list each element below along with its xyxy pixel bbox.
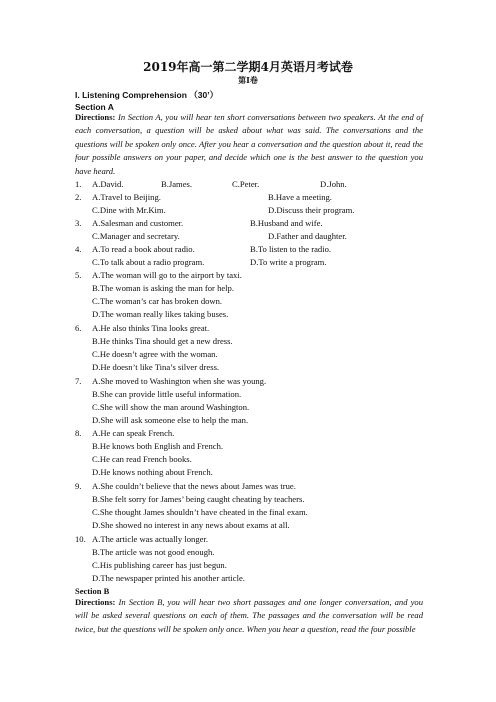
option-a: A.Salesman and customer.	[92, 218, 184, 228]
option-c: C.He can read French books.	[92, 454, 192, 464]
option-d: D.The woman really likes taking buses.	[92, 309, 229, 319]
directions-label: Directions:	[75, 112, 116, 122]
section-a-directions	[75, 111, 423, 178]
option-d: D.Discuss their program.	[268, 205, 355, 215]
question-number: 10.	[75, 534, 86, 544]
directions-label: Directions:	[75, 597, 116, 607]
page-title: 2019年高一第二学期4月英语月考试卷	[143, 60, 353, 74]
section-b-directions	[75, 596, 423, 636]
option-c: C.Peter.	[232, 179, 260, 189]
option-a: A.He can speak French.	[92, 428, 175, 438]
question-number: 6.	[75, 323, 82, 333]
question-number: 9.	[75, 481, 82, 491]
option-d: D.Father and daughter.	[268, 231, 347, 241]
option-d: D.She will ask someone else to help the man.	[92, 415, 249, 425]
question-number: 3.	[75, 218, 82, 228]
option-c: C.She thought James shouldn’t have cheated in the final exam.	[92, 507, 308, 517]
option-a: A.Travel to Beijing.	[92, 192, 161, 202]
option-d: D.John.	[320, 179, 347, 189]
option-b: B.He knows both English and French.	[92, 441, 224, 451]
option-a: A.To read a book about radio.	[92, 244, 195, 254]
question-8	[75, 427, 425, 480]
question-6	[75, 322, 425, 375]
part-heading: I. Listening Comprehension （30’）	[75, 90, 219, 100]
question-number: 7.	[75, 376, 82, 386]
question-number: 8.	[75, 428, 82, 438]
option-a: A.The woman will go to the airport by taxi.	[92, 270, 242, 280]
question-9	[75, 480, 425, 533]
option-c: C.He doesn’t agree with the woman.	[92, 349, 218, 359]
question-4	[75, 243, 425, 270]
part-label: 第Ⅰ卷	[238, 75, 258, 85]
question-number: 4.	[75, 244, 82, 254]
section-b-heading: Section B	[75, 586, 110, 596]
option-d: D.To write a program.	[250, 257, 327, 267]
option-d: D.He knows nothing about French.	[92, 467, 213, 477]
option-a: A.David.	[92, 179, 124, 189]
question-10	[75, 533, 425, 586]
option-b: B.She felt sorry for James’ being caught cheating by teachers.	[92, 494, 305, 504]
question-3	[75, 217, 425, 244]
option-b: B.Husband and wife.	[250, 218, 323, 228]
option-a: A.She moved to Washington when she was young.	[92, 376, 267, 386]
option-b: B.To listen to the radio.	[250, 244, 332, 254]
option-d: D.The newspaper printed his another article.	[92, 573, 245, 583]
question-7	[75, 375, 425, 428]
question-2	[75, 191, 425, 218]
option-c: C.Manager and secretary.	[92, 231, 180, 241]
option-b: B.James.	[161, 179, 193, 189]
option-b: B.She can provide little useful information.	[92, 389, 242, 399]
option-c: C.The woman’s car has broken down.	[92, 296, 223, 306]
option-c: C.To talk about a radio program.	[92, 257, 205, 267]
option-d: D.She showed no interest in any news about exams at all.	[92, 520, 290, 530]
option-c: C.His publishing career has just begun.	[92, 560, 227, 570]
option-c: C.She will show the man around Washington.	[92, 402, 250, 412]
option-c: C.Dine with Mr.Kim.	[92, 205, 166, 215]
question-5	[75, 269, 425, 322]
option-b: B.The article was not good enough.	[92, 547, 215, 557]
option-a: A.He also thinks Tina looks great.	[92, 323, 210, 333]
option-b: B.The woman is asking the man for help.	[92, 283, 235, 293]
question-1	[75, 178, 425, 192]
directions-text: In Section A, you will hear ten short conversations between two speakers. At the end of each conversation, a question will be asked about what was said. The conversations and the questions will be spoken only once. After you hear a conversation and the question about it, read the four possible answers on your paper, and decide which one is the best answer to the question you have heard.	[75, 112, 423, 176]
option-d: D.He doesn’t like Tina’s silver dress.	[92, 362, 220, 372]
option-b: B.He thinks Tina should get a new dress.	[92, 336, 233, 346]
question-number: 1.	[75, 179, 82, 189]
option-b: B.Have a meeting.	[268, 192, 332, 202]
option-a: A.The article was actually longer.	[92, 534, 208, 544]
option-a: A.She couldn’t believe that the news about James was true.	[92, 481, 296, 491]
question-number: 2.	[75, 192, 82, 202]
directions-text: In Section B, you will hear two short passages and one longer conversation, and you will be asked several questions on each of them. The passages and the conversation will be read twice, but the questions will be spoken only once. When you hear a question, read the four possible	[75, 597, 423, 634]
section-a-heading: Section A	[75, 102, 114, 112]
question-number: 5.	[75, 270, 82, 280]
